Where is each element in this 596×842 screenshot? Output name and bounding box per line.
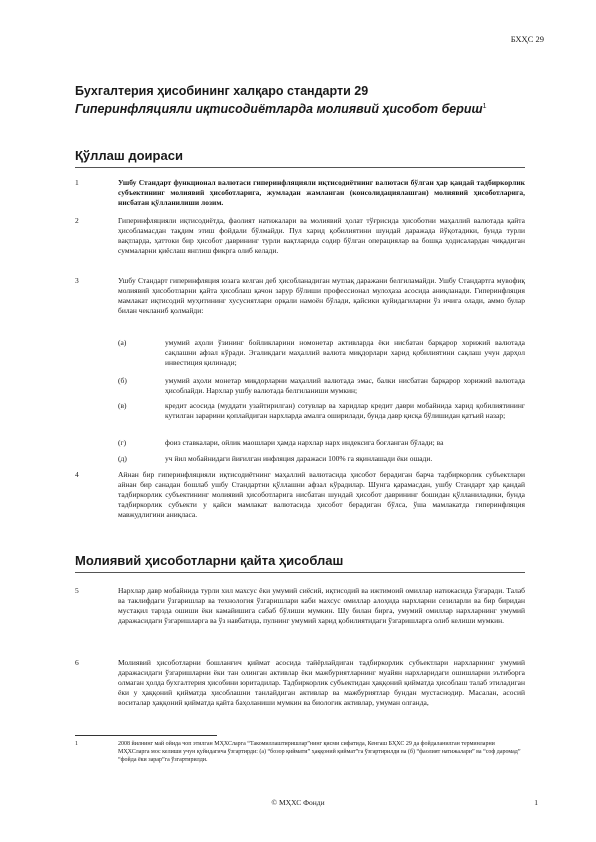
- list-item-b: [118, 376, 525, 396]
- list-item-c: [118, 401, 525, 421]
- standard-subtitle-text: Гиперинфляцияли иқтисодиётларда молиявий ҳисобот бериш: [75, 102, 483, 117]
- paragraph-text: Гиперинфляцияли иқтисодиётда, фаолият натижалари ва молиявий ҳолат тўғрисида ҳисоботни маҳаллий валютада қайта ҳисобламасдан тақдим этиш фойдали бўлмайди. Пул харид қобилиятини шундай даражада йўқотадики, бунда турли вақтларда, ҳаттоки бир ҳисобот даврининг турли вақтларида содир бўлган операциялар ва бошқа ҳодисалардан чиқадиган суммаларни қиёслаш янглиш фикрга олиб келади.: [118, 216, 525, 256]
- list-item-text: кредит асосида (муддати узайтирилган) сотувлар ва харидлар кредит даври мобайнида харид қобилиятининг кутилган зарарини қоплайдиган нархларда амалга оширилади, бунда давр қисқа бўлишидан қатъий назар;: [165, 401, 525, 421]
- paragraph-6: [75, 658, 525, 708]
- footnote-text: 2008 йилнинг май ойида чоп этилган МҲХСларга “Такомиллаштиришлар”нинг қисми сифатида, Кенгаш БҲХС 29 да фойдаланилган терминларни МҲХСларга мос келиши учун қуйидагича ўзгартирди: (а) “бозор қиймати” ҳаққоний қиймат”га ўзгартирилди ва (б) “фаолият натижалари” ва “соф даромад” “фойда ёки зарар”га ўзгартирилди.: [118, 741, 521, 763]
- section-heading-restatement: Молиявий ҳисоботларни қайта ҳисоблаш: [75, 553, 525, 573]
- footnote-reference[interactable]: 1: [482, 103, 487, 110]
- section-heading-scope: Қўллаш доираси: [75, 148, 525, 168]
- paragraph-4: [75, 470, 525, 520]
- title-block: [75, 83, 535, 117]
- paragraph-1: [75, 178, 525, 208]
- section-scope: [75, 148, 525, 168]
- list-item-label: (в): [118, 401, 127, 410]
- paragraph-text: Ушбу Стандарт гиперинфляция юзага келган деб ҳисобланадиган мутлақ даражани белгиламайди. Ушбу Стандартга мувофиқ молиявий ҳисоботларни қайта ҳисоблаш қачон зарур бўлиши профессионал мулоҳаза асосида аниқланади. Гиперинфляция мамлакат иқтисодий муҳитининг хусусиятлари орқали намоён бўлади, қайсики қуйидагиларни ўз ичига олади, аммо булар билан чекланиб қолмайди:: [118, 276, 525, 316]
- list-item-text: уч йил мобайнидаги йиғилган инфляция даражаси 100% га яқинлашади ёки ошади.: [165, 454, 433, 463]
- footnote-number: 1: [75, 741, 78, 747]
- list-item-a: [118, 338, 525, 368]
- paragraph-number: 6: [75, 658, 79, 667]
- page-number: 1: [534, 798, 538, 807]
- paragraph-text: Молиявий ҳисоботларни бошланғич қиймат асосида тайёрлайдиган тадбиркорлик субъектлари нархларнинг умумий даражасидаги ўзгаришларни ёки тан олинган активлар ёки мажбуриятларнинг муайян нархларидаги ошишларни эътиборга олмаган ҳолда бухгалтерия ҳисобини юритадилар. Тадбиркорлик субъектидан ҳаққоний қийматда ҳисоблаш талаб этиладиган ёки у ҳаққоний қийматда ҳисоблашни танлайдиган активлар ва мажбуриятлар бундан мустаснодир. Масалан, асосий воситалар ҳаққоний қийматда қайта баҳоланиши мумкин ва биологик активлар, умуман олганда,: [118, 658, 525, 708]
- paragraph-3: [75, 276, 525, 316]
- section-restatement: [75, 553, 525, 573]
- list-item-e: [118, 454, 525, 464]
- list-item-label: (д): [118, 454, 127, 463]
- footnote: [75, 740, 525, 764]
- standard-code: БХҲС 29: [510, 34, 544, 44]
- list-item-text: умумий аҳоли ўзининг бойликларини номонетар активларда ёки нисбатан барқарор хорижий валютада сақлашни афзал кўради. Эгаликдаги маҳаллий валюта миқдорлари харид қобилиятини сақлаш учун дарҳол инвестиция қилинади;: [165, 338, 525, 368]
- paragraph-2: [75, 216, 525, 256]
- paragraph-number: 3: [75, 276, 79, 285]
- list-item-label: (г): [118, 438, 127, 447]
- list-item-d: [118, 438, 525, 448]
- paragraph-number: 1: [75, 178, 79, 187]
- footnote-divider: [75, 735, 217, 736]
- standard-subtitle: [75, 99, 535, 117]
- paragraph-text: Айнан бир гиперинфляцияли иқтисодиётнинг маҳаллий валютасида ҳисобот берадиган барча тадбиркорлик субъектлари айнан бир санадан бошлаб ушбу Стандартни қўллашни афзал кўрадилар. Шунга қарамасдан, ушбу Стандарт ҳар қандай тадбиркорлик субъектининг молиявий ҳисоботларига нисбатан шундай ҳисобот даврининг бошидан қўлланиладики, бунда тадбиркорлик субъекти у қайси мамлакат валютасида ҳисобот берадиган бўлса, ўша мамлакатда гиперинфляция мавжудлигини аниқласа.: [118, 470, 525, 520]
- list-item-label: (б): [118, 376, 127, 385]
- paragraph-number: 4: [75, 470, 79, 479]
- paragraph-text: Ушбу Стандарт функционал валютаси гиперинфляцияли иқтисодиётнинг валютаси бўлган ҳар қандай тадбиркорлик субъектининг молиявий ҳисоботларига, жумладан жамланган (консолидациялашган) молиявий ҳисоботларига, нисбатан қўлланилиши лозим.: [118, 178, 525, 208]
- list-item-text: фоиз ставкалари, ойлик маошлари ҳамда нархлар нарх индексига боғланган бўлади; ва: [165, 438, 444, 447]
- list-item-label: (а): [118, 338, 127, 347]
- list-item-text: умумий аҳоли монетар миқдорларни маҳаллий валютада эмас, балки нисбатан барқарор хорижий валютада ҳисоблайди. Нархлар ушбу валютада белгиланиши мумкин;: [165, 376, 525, 396]
- paragraph-number: 5: [75, 586, 79, 595]
- paragraph-5: [75, 586, 525, 626]
- paragraph-text: Нархлар давр мобайнида турли хил махсус ёки умумий сиёсий, иқтисодий ва ижтимоий омиллар натижасида ўзгаради. Талаб ва таклифдаги ўзгаришлар ва технология ўзгаришлари каби махсус омиллар алоҳида нархларни сезиларли ва бир биридан мустақил тарзда ошиши ёки камайишига сабаб бўлиши мумкин. Шу билан бирга, умумий омиллар нархларнинг умумий даражасидаги ўзгаришларга ва ўз навбатида, пулнинг умумий харид қобилиятидаги ўзгаришларга олиб келиши мумкин.: [118, 586, 525, 626]
- standard-title: Бухгалтерия ҳисобининг халқаро стандарти 29: [75, 84, 369, 98]
- footer-copyright: © МҲХС Фонди: [271, 798, 325, 807]
- paragraph-number: 2: [75, 216, 79, 225]
